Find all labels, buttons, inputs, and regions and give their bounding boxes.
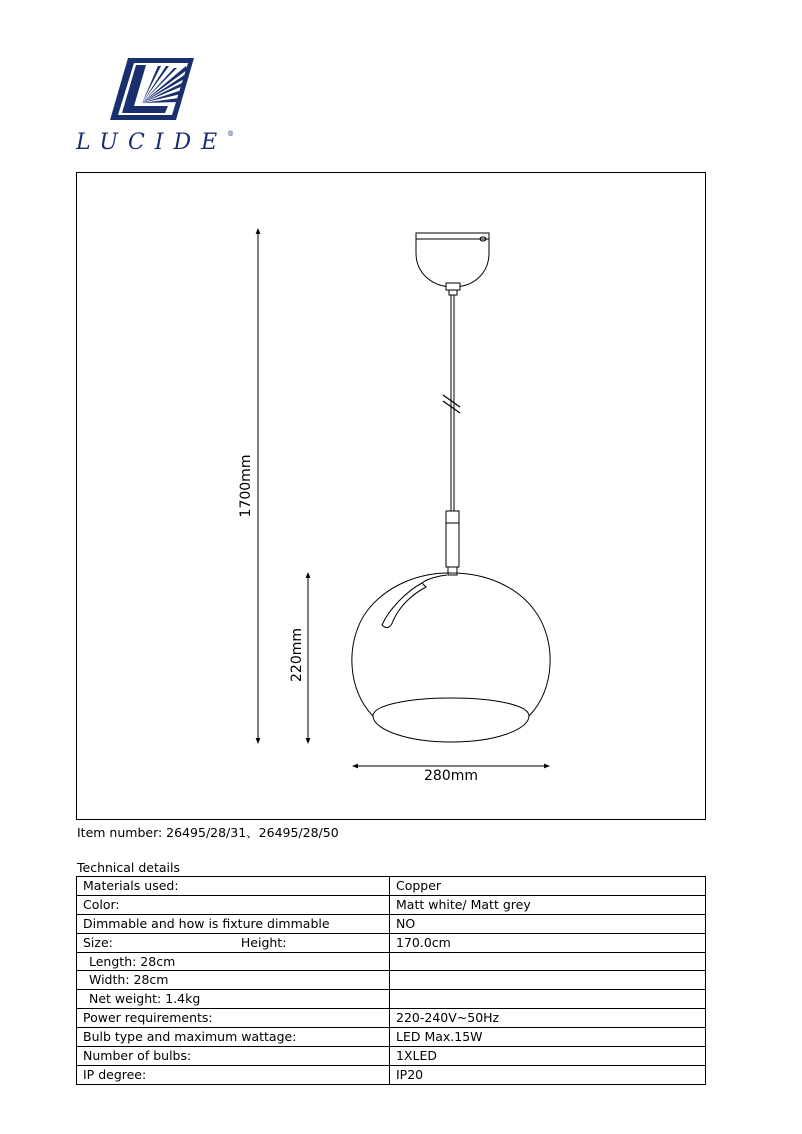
table-row xyxy=(77,914,706,933)
width-shade-label: 280mm xyxy=(424,768,478,784)
spec-value: Copper xyxy=(390,877,706,896)
height-shade-label: 220mm xyxy=(289,628,305,682)
spec-value: IP20 xyxy=(390,1065,706,1084)
spec-value: Matt white/ Matt grey xyxy=(390,895,706,914)
height-label: Height: xyxy=(240,934,287,950)
spec-value xyxy=(390,952,706,971)
pendant-lamp-drawing xyxy=(77,173,707,821)
ceiling-canopy xyxy=(416,233,489,295)
spec-value: LED Max.15W xyxy=(390,1028,706,1047)
spec-label: Number of bulbs: xyxy=(77,1047,390,1066)
spec-label xyxy=(77,990,390,1009)
table-row xyxy=(77,1047,706,1066)
spec-label: Bulb type and maximum wattage: xyxy=(77,1028,390,1047)
spec-label: Power requirements: xyxy=(77,1009,390,1028)
length-label: Length: 28cm xyxy=(89,953,176,969)
spec-value xyxy=(390,990,706,1009)
technical-details-table xyxy=(76,876,706,1085)
lamp-holder xyxy=(446,511,459,575)
height-total-label: 1700mm xyxy=(238,454,254,518)
table-row xyxy=(77,933,706,952)
table-row xyxy=(77,952,706,971)
table-row xyxy=(77,1009,706,1028)
technical-drawing xyxy=(76,172,706,820)
spec-value: 170.0cm xyxy=(390,933,706,952)
spec-label xyxy=(77,952,390,971)
spec-label xyxy=(77,971,390,990)
net-weight-label: Net weight: 1.4kg xyxy=(89,991,201,1007)
item-number: Item number: 26495/28/31、26495/28/50 xyxy=(77,825,339,840)
table-row xyxy=(77,877,706,896)
suspension-cord xyxy=(443,295,460,513)
spec-label: Color: xyxy=(77,895,390,914)
table-row xyxy=(77,990,706,1009)
table-row xyxy=(77,1028,706,1047)
globe-shade xyxy=(352,573,550,742)
table-row xyxy=(77,1065,706,1084)
size-label: Size: xyxy=(83,934,113,950)
spec-value xyxy=(390,971,706,990)
spec-value: 220-240V~50Hz xyxy=(390,1009,706,1028)
brand-wordmark: LUCIDE® xyxy=(76,130,235,155)
spec-label-size xyxy=(77,933,390,952)
width-label: Width: 28cm xyxy=(89,972,169,988)
spec-value: NO xyxy=(390,914,706,933)
technical-details-title: Technical details xyxy=(77,860,181,875)
spec-label: Materials used: xyxy=(77,877,390,896)
brand-logo xyxy=(76,56,235,158)
spec-label: IP degree: xyxy=(77,1065,390,1084)
lucide-logo-icon xyxy=(76,56,226,130)
table-row xyxy=(77,895,706,914)
spec-value: 1XLED xyxy=(390,1047,706,1066)
spec-label: Dimmable and how is fixture dimmable xyxy=(77,914,390,933)
table-row xyxy=(77,971,706,990)
